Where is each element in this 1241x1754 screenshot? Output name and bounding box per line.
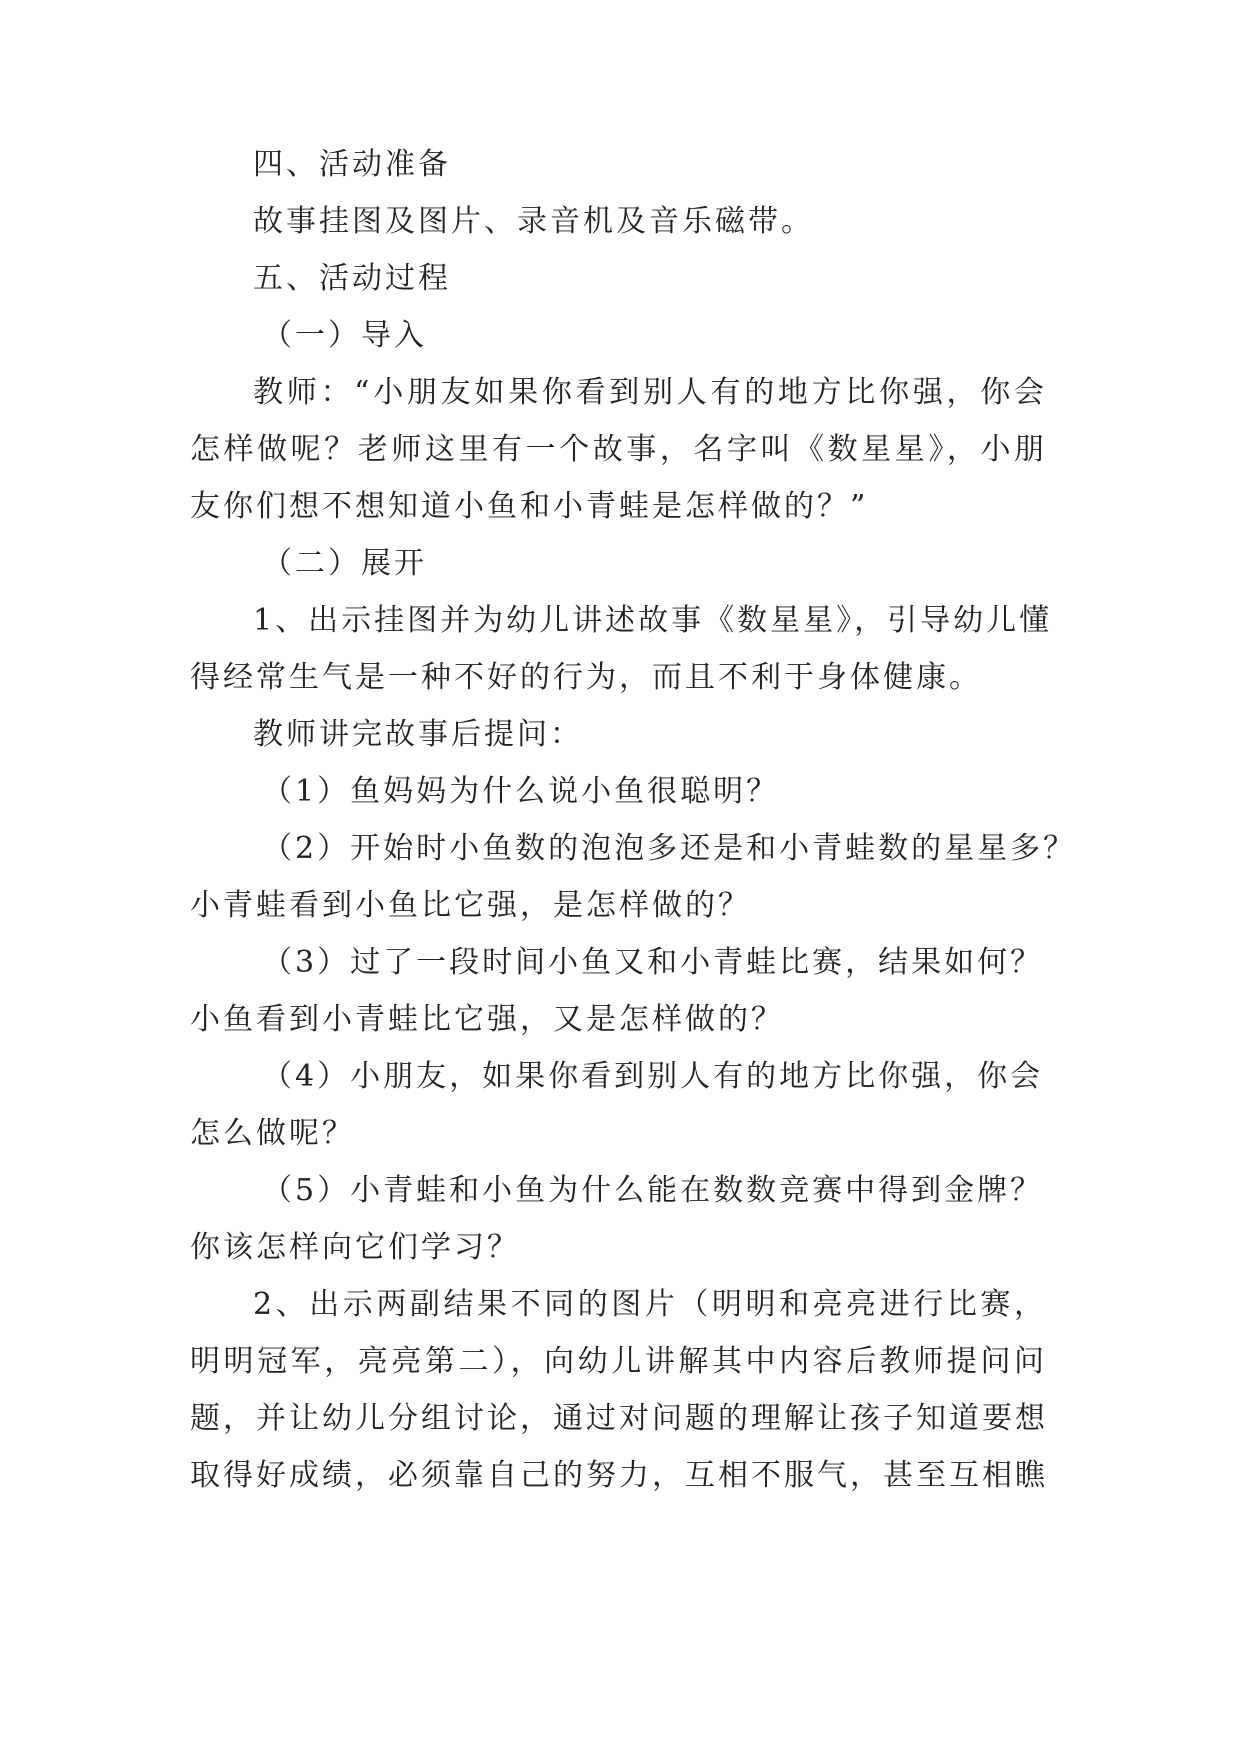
paragraph-line: 明明冠军，亮亮第二），向幼儿讲解其中内容后教师提问问: [190, 1344, 1047, 1379]
paragraph-line: 题，并让幼儿分组讨论，通过对问题的理解让孩子知道要想: [190, 1401, 1048, 1436]
question-line: 小鱼看到小青蛙比它强，又是怎样做的？: [190, 1002, 784, 1037]
paragraph-line: 1、出示挂图并为幼儿讲述故事《数星星》，引导幼儿懂: [253, 603, 1053, 638]
paragraph-line: 教师讲完故事后提问：: [253, 717, 583, 752]
section-heading-process: 五、活动过程: [253, 261, 451, 296]
paragraph-line: 故事挂图及图片、录音机及音乐磁带。: [253, 204, 814, 239]
section-heading-preparation: 四、活动准备: [253, 147, 451, 182]
question-line: 小青蛙看到小鱼比它强，是怎样做的？: [190, 888, 751, 923]
paragraph-line: 取得好成绩，必须靠自己的努力，互相不服气，甚至互相瞧: [190, 1458, 1048, 1493]
question-line: （1）鱼妈妈为什么说小鱼很聪明？: [262, 774, 780, 809]
question-line: （5）小青蛙和小鱼为什么能在数数竞赛中得到金牌？: [262, 1173, 1044, 1208]
question-line: 你该怎样向它们学习？: [190, 1230, 520, 1265]
question-line: （2）开始时小鱼数的泡泡多还是和小青蛙数的星星多？: [262, 831, 1077, 866]
paragraph-line: 教师：“小朋友如果你看到别人有的地方比你强，你会: [253, 375, 1047, 410]
question-line: 怎么做呢？: [190, 1116, 355, 1151]
paragraph-line: 友你们想不想知道小鱼和小青蛙是怎样做的？”: [190, 489, 869, 524]
question-line: （3）过了一段时间小鱼又和小青蛙比赛，结果如何？: [262, 945, 1044, 980]
subsection-heading-intro: （一）导入: [262, 318, 427, 353]
subsection-heading-develop: （二）展开: [262, 546, 427, 581]
question-line: （4）小朋友，如果你看到别人有的地方比你强，你会: [262, 1059, 1044, 1094]
paragraph-line: 2、出示两副结果不同的图片（明明和亮亮进行比赛，: [253, 1287, 1047, 1322]
paragraph-line: 得经常生气是一种不好的行为，而且不利于身体健康。: [190, 660, 982, 695]
paragraph-line: 怎样做呢？老师这里有一个故事，名字叫《数星星》，小朋: [190, 432, 1047, 467]
